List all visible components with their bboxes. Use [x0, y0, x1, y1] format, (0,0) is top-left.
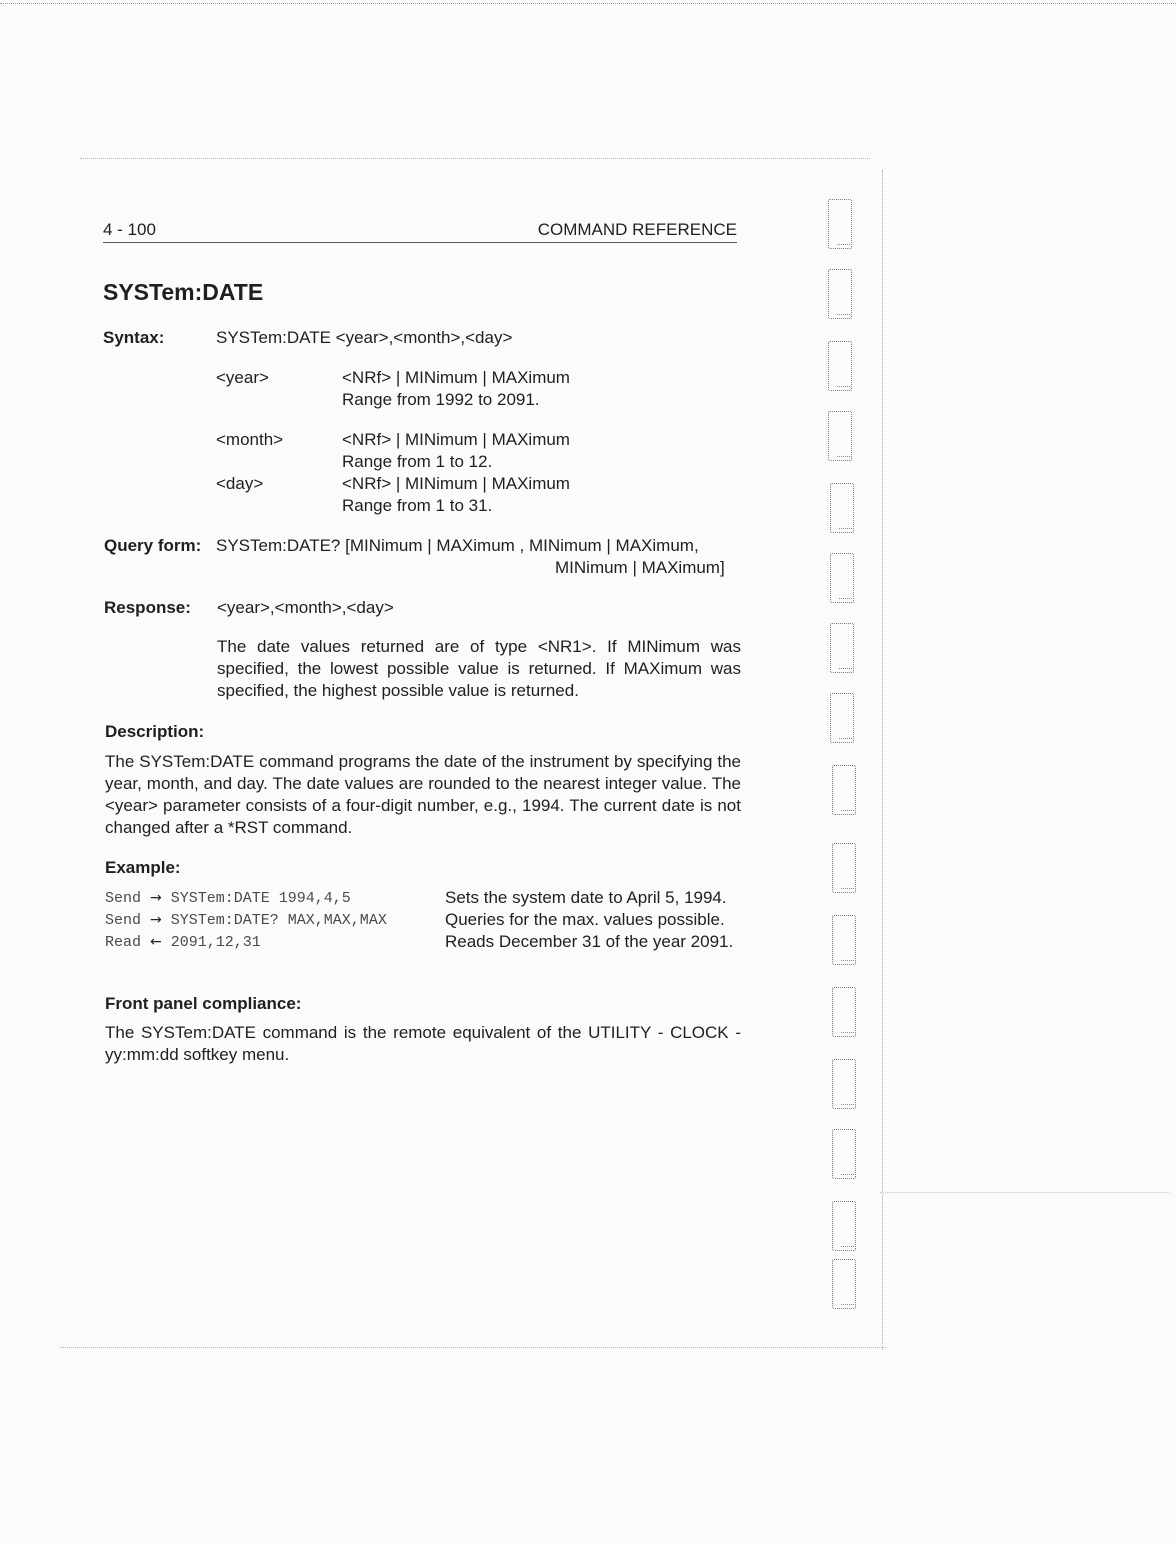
example-direction: Send: [105, 912, 142, 929]
param-year-name: <year>: [216, 368, 269, 387]
index-tab: [830, 483, 854, 533]
description-text: The SYSTem:DATE command programs the date of the instrument by specifying the year, month, and day. The date values are rounded to the nearest integer value. The <year> parameter consists of a four-digit number, e.g., 1994. The current date is not changed after a *RST command.: [105, 752, 741, 837]
page-header: [103, 220, 737, 243]
scan-edge-top: [0, 3, 1176, 4]
example-command: SYSTem:DATE 1994,4,5: [170, 890, 351, 907]
param-month-name: <month>: [216, 430, 284, 449]
index-tab: [832, 1129, 856, 1179]
index-tab: [832, 1059, 856, 1109]
front-panel-heading: Front panel compliance:: [105, 994, 302, 1013]
syntax-command: SYSTem:DATE <year>,<month>,<day>: [216, 328, 513, 347]
index-tab: [832, 765, 856, 815]
example-heading: Example:: [105, 858, 181, 877]
param-year-type: <NRf> | MINimum | MAXimum: [342, 368, 570, 387]
example-direction: Send: [105, 890, 142, 907]
index-tab: [832, 915, 856, 965]
response-text: The date values returned are of type <NR1>. If MINimum was specified, the lowest possible value is returned. If MAXimum was specified, the highest possible value is returned.: [217, 637, 741, 700]
section-title: COMMAND REFERENCE: [537, 220, 737, 239]
index-tab: [828, 199, 852, 249]
index-tab: [832, 1259, 856, 1309]
example-row: [105, 909, 387, 932]
param-year-range: Range from 1992 to 2091.: [342, 390, 540, 409]
query-line-2: MINimum | MAXimum]: [555, 558, 725, 577]
query-label: Query form:: [104, 536, 202, 555]
index-tab: [830, 693, 854, 743]
index-tab: [832, 1201, 856, 1251]
description-heading: Description:: [105, 722, 205, 741]
index-tabs: [826, 195, 876, 1315]
param-month-type: <NRf> | MINimum | MAXimum: [342, 430, 570, 449]
scan-edge-page-bottom: [60, 1347, 886, 1348]
example-command: SYSTem:DATE? MAX,MAX,MAX: [170, 912, 387, 929]
index-tab: [830, 623, 854, 673]
example-command: 2091,12,31: [170, 934, 261, 951]
example-direction: Read: [105, 934, 142, 951]
index-tab: [828, 341, 852, 391]
index-tab: [830, 553, 854, 603]
example-description: Reads December 31 of the year 2091.: [445, 932, 734, 951]
example-description: Queries for the max. values possible.: [445, 910, 725, 929]
example-description: Sets the system date to April 5, 1994.: [445, 888, 727, 907]
scan-edge-right: [882, 170, 883, 1350]
front-panel-text: The SYSTem:DATE command is the remote equivalent of the UTILITY - CLOCK - yy:mm:dd softkey menu.: [105, 1023, 741, 1064]
index-tab: [828, 269, 852, 319]
example-row: [105, 887, 351, 910]
index-tab: [828, 411, 852, 461]
param-day-type: <NRf> | MINimum | MAXimum: [342, 474, 570, 493]
index-tab: [832, 987, 856, 1037]
index-tab: [832, 843, 856, 893]
scan-edge-page-top: [80, 158, 870, 159]
response-label: Response:: [104, 598, 191, 617]
page-title: SYSTem:DATE: [103, 279, 264, 305]
param-month-range: Range from 1 to 12.: [342, 452, 493, 471]
param-day-range: Range from 1 to 31.: [342, 496, 493, 515]
arrow-left-icon: ←: [150, 934, 162, 950]
arrow-right-icon: →: [150, 890, 162, 906]
page-number: 4 - 100: [103, 220, 156, 239]
param-day-name: <day>: [216, 474, 264, 493]
scan-edge-stray: [880, 1192, 1170, 1193]
example-row: [105, 931, 261, 954]
query-line-1: SYSTem:DATE? [MINimum | MAXimum , MINimum | MAXimum,: [216, 536, 699, 555]
syntax-label: Syntax:: [103, 328, 165, 347]
response-value: <year>,<month>,<day>: [217, 598, 394, 617]
arrow-right-icon: →: [150, 912, 162, 928]
